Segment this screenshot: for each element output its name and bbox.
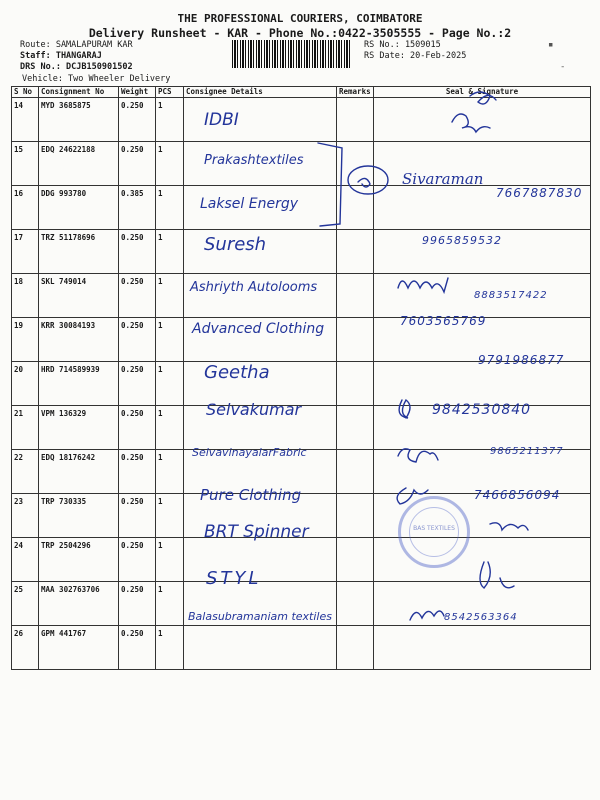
cell-pcs: 1: [156, 318, 184, 362]
cell-pcs: 1: [156, 450, 184, 494]
cell-pcs: 1: [156, 626, 184, 670]
scribble-signature: [399, 400, 410, 418]
vehicle: Vehicle: Two Wheeler Delivery: [22, 74, 171, 84]
hand-consignee-20: Geetha: [204, 362, 270, 383]
cell-pcs: 1: [156, 98, 184, 142]
cell-consignment: HRD 714589939: [39, 362, 119, 406]
cell-weight: 0.250: [119, 362, 156, 406]
cell-weight: 0.250: [119, 538, 156, 582]
cell-pcs: 1: [156, 362, 184, 406]
col-remarks: Remarks: [337, 87, 374, 98]
hand-sign-16: 7667887830: [496, 186, 583, 200]
cell-sno: 16: [12, 186, 39, 230]
cell-weight: 0.250: [119, 406, 156, 450]
hand-consignee-21: Selvakumar: [206, 400, 302, 419]
cell-consignment: MYD 3685875: [39, 98, 119, 142]
cell-weight: 0.250: [119, 98, 156, 142]
cell-sno: 17: [12, 230, 39, 274]
cell-pcs: 1: [156, 406, 184, 450]
cell-weight: 0.250: [119, 494, 156, 538]
col-weight: Weight: [119, 87, 156, 98]
stamp-text: BAS TEXTILES: [413, 525, 455, 532]
cell-consignment: EDQ 18176242: [39, 450, 119, 494]
runsheet-subtitle: Delivery Runsheet - KAR - Phone No.:0422-3505555 - Page No.:2: [88, 26, 512, 40]
hand-consignee-19: Advanced Clothing: [192, 321, 325, 337]
scribble-signature: [398, 449, 438, 462]
cell-consignment: DDG 993780: [39, 186, 119, 230]
hand-sign-20: 9791986877: [478, 353, 565, 367]
cell-sno: 20: [12, 362, 39, 406]
cell-sno: 22: [12, 450, 39, 494]
scribble-signature: [480, 562, 514, 588]
hand-sign-22: 9865211377: [490, 446, 564, 457]
bracket-mark: [318, 143, 342, 226]
cell-consignment: EDQ 24622188: [39, 142, 119, 186]
cell-consignment: TRP 2504296: [39, 538, 119, 582]
cell-pcs: 1: [156, 230, 184, 274]
cell-pcs: 1: [156, 186, 184, 230]
hand-sign-15: Sivaraman: [402, 170, 484, 188]
cell-pcs: 1: [156, 494, 184, 538]
cell-sno: 14: [12, 98, 39, 142]
hand-sign-23: 7466856094: [474, 488, 561, 502]
cell-weight: 0.385: [119, 186, 156, 230]
hand-sign-19: 7603565769: [400, 314, 487, 328]
cell-sno: 19: [12, 318, 39, 362]
cell-sno: 26: [12, 626, 39, 670]
hand-sign-17: 9965859532: [422, 234, 502, 247]
staff: Staff: THANGARAJ: [20, 51, 102, 61]
cell-weight: 0.250: [119, 142, 156, 186]
col-consignment: Consignment No: [39, 87, 119, 98]
cell-pcs: 1: [156, 142, 184, 186]
tick-mark: [358, 178, 370, 187]
hand-consignee-17: Suresh: [204, 234, 267, 255]
cell-consignment: VPM 136329: [39, 406, 119, 450]
scribble-signature: [398, 278, 448, 292]
route: Route: SAMALAPURAM KAR: [20, 40, 133, 50]
hand-consignee-16: Laksel Energy: [200, 196, 298, 212]
hand-consignee-18: Ashriyth Autolooms: [190, 280, 318, 295]
cell-sno: 21: [12, 406, 39, 450]
cell-weight: 0.250: [119, 626, 156, 670]
hand-consignee-15: Prakashtextiles: [204, 153, 304, 168]
hand-sign-18: 8883517422: [474, 290, 548, 301]
cell-weight: 0.250: [119, 274, 156, 318]
hand-consignee-14: IDBI: [204, 110, 239, 130]
cell-consignment: TRZ 51178696: [39, 230, 119, 274]
scribble-signature: [490, 523, 528, 530]
hand-consignee-24: BRT Spinner: [204, 522, 309, 542]
cell-pcs: 1: [156, 582, 184, 626]
hand-sign-26: 8542563364: [444, 612, 518, 623]
cell-pcs: 1: [156, 538, 184, 582]
company-title: THE PROFESSIONAL COURIERS, COIMBATORE: [177, 12, 423, 25]
hand-consignee-26: Balasubramaniam textiles: [188, 610, 332, 623]
cell-sno: 23: [12, 494, 39, 538]
cell-sno: 15: [12, 142, 39, 186]
cell-sno: 18: [12, 274, 39, 318]
scribble-signature: [410, 611, 444, 620]
hand-consignee-22: SelvavinayalarFabric: [192, 446, 307, 459]
hand-consignee-23: Pure Clothing: [200, 486, 302, 504]
rs-date: RS Date: 20-Feb-2025: [364, 51, 467, 61]
cell-consignment: TRP 730335: [39, 494, 119, 538]
cell-consignment: SKL 749014: [39, 274, 119, 318]
hand-sign-21: 9842530840: [432, 402, 532, 418]
hand-consignee-25: STYL: [206, 568, 262, 589]
cell-weight: 0.250: [119, 230, 156, 274]
col-seal-signature: Seal & Signature: [374, 87, 591, 98]
drs-number: DRS No.: DCJB150901502: [20, 62, 133, 72]
cell-pcs: 1: [156, 274, 184, 318]
rs-number: RS No.: 1509015: [364, 40, 441, 50]
col-sno: S No: [12, 87, 39, 98]
cell-consignment: MAA 302763706: [39, 582, 119, 626]
dot-mark: ▪: [548, 40, 554, 50]
cell-consignment: KRR 30084193: [39, 318, 119, 362]
cell-sno: 24: [12, 538, 39, 582]
col-pcs: PCS: [156, 87, 184, 98]
cell-consignment: GPM 441767: [39, 626, 119, 670]
cell-weight: 0.250: [119, 318, 156, 362]
cell-weight: 0.250: [119, 582, 156, 626]
col-consignee: Consignee Details: [184, 87, 337, 98]
dash-mark: -: [560, 62, 566, 72]
scribble-signature: [397, 488, 428, 504]
scribble-signature: [452, 92, 496, 132]
cell-weight: 0.250: [119, 450, 156, 494]
cell-sno: 25: [12, 582, 39, 626]
